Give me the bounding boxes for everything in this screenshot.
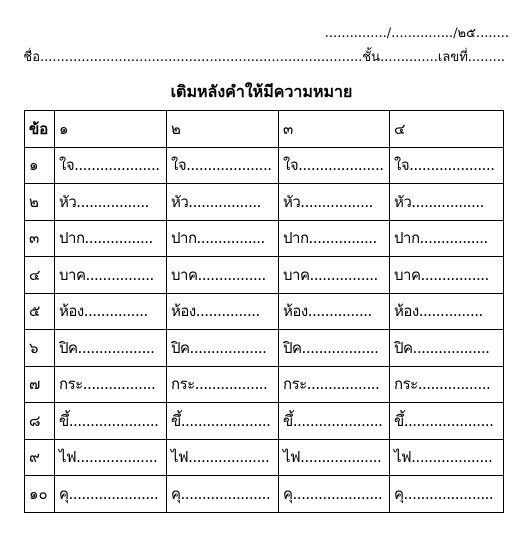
answer-cell: ปาก................ (390, 220, 504, 257)
answer-cell: กระ................. (55, 366, 167, 403)
answer-cell: ขึ้..................... (279, 403, 390, 440)
answer-cell: ขึ้..................... (390, 403, 504, 440)
number-label: เลขที่ (437, 50, 468, 65)
student-info-line (0, 46, 505, 67)
answer-cell: ห้อง............... (390, 293, 504, 330)
header-column-4: ๔ (390, 111, 504, 148)
answer-cell: ปาก................ (279, 220, 390, 257)
answer-cell: กระ................. (279, 366, 390, 403)
answer-cell: ปาก................ (55, 220, 167, 257)
answer-cell: ไฟ................... (167, 439, 279, 476)
name-blank: .............................................................................. (40, 50, 363, 65)
worksheet-table (24, 110, 504, 513)
header-column-1: ๑ (55, 111, 167, 148)
answer-cell: ไฟ................... (390, 439, 504, 476)
table-row (25, 147, 504, 184)
answer-cell: ปิค.................. (55, 330, 167, 367)
answer-cell: คุ..................... (279, 476, 390, 513)
answer-cell: บาค................ (55, 257, 167, 294)
answer-cell: ปิค.................. (390, 330, 504, 367)
answer-cell: หัว................. (390, 184, 504, 221)
row-number: ๙ (25, 439, 55, 476)
table-row (25, 330, 504, 367)
answer-cell: ห้อง............... (167, 293, 279, 330)
row-number: ๒ (25, 184, 55, 221)
answer-cell: กระ................. (390, 366, 504, 403)
header-column-2: ๒ (167, 111, 279, 148)
date-line: .............../.............../๒๕........ (324, 26, 509, 41)
answer-cell: หัว................. (279, 184, 390, 221)
row-number: ๓ (25, 220, 55, 257)
row-number: ๖ (25, 330, 55, 367)
table-row (25, 184, 504, 221)
answer-cell: คุ..................... (55, 476, 167, 513)
table-row (25, 366, 504, 403)
answer-cell: ใจ.................... (167, 147, 279, 184)
answer-cell: หัว................. (55, 184, 167, 221)
answer-cell: ห้อง............... (55, 293, 167, 330)
answer-cell: ไฟ................... (55, 439, 167, 476)
answer-cell: ห้อง............... (279, 293, 390, 330)
number-blank: ......... (467, 50, 505, 65)
class-label: ชั้น (362, 50, 381, 65)
answer-cell: ปาก................ (167, 220, 279, 257)
answer-cell: ใจ.................... (55, 147, 167, 184)
table-row (25, 293, 504, 330)
class-blank: .............. (380, 50, 438, 65)
table-row (25, 257, 504, 294)
answer-cell: ขึ้..................... (55, 403, 167, 440)
answer-cell: ไฟ................... (279, 439, 390, 476)
table-row (25, 220, 504, 257)
answer-cell: คุ..................... (390, 476, 504, 513)
answer-cell: หัว................. (167, 184, 279, 221)
answer-cell: ใจ.................... (390, 147, 504, 184)
name-label: ชื่อ (23, 50, 41, 65)
answer-cell: บาค................ (390, 257, 504, 294)
answer-cell: ปิค.................. (167, 330, 279, 367)
answer-cell: คุ..................... (167, 476, 279, 513)
row-number: ๘ (25, 403, 55, 440)
answer-cell: กระ................. (167, 366, 279, 403)
row-number: ๗ (25, 366, 55, 403)
row-number: ๕ (25, 293, 55, 330)
table-row (25, 476, 504, 513)
row-number: ๑๐ (25, 476, 55, 513)
table-row (25, 403, 504, 440)
answer-cell: บาค................ (167, 257, 279, 294)
answer-cell: ใจ.................... (279, 147, 390, 184)
table-row (25, 439, 504, 476)
answer-cell: ปิค.................. (279, 330, 390, 367)
worksheet-title: เติมหลังคำให้มีความหมาย (170, 82, 353, 101)
row-number: ๑ (25, 147, 55, 184)
answer-cell: ขึ้..................... (167, 403, 279, 440)
row-number: ๔ (25, 257, 55, 294)
header-row (25, 111, 504, 148)
header-column-3: ๓ (279, 111, 390, 148)
answer-cell: บาค................ (279, 257, 390, 294)
header-item-number: ข้อ (25, 111, 55, 148)
